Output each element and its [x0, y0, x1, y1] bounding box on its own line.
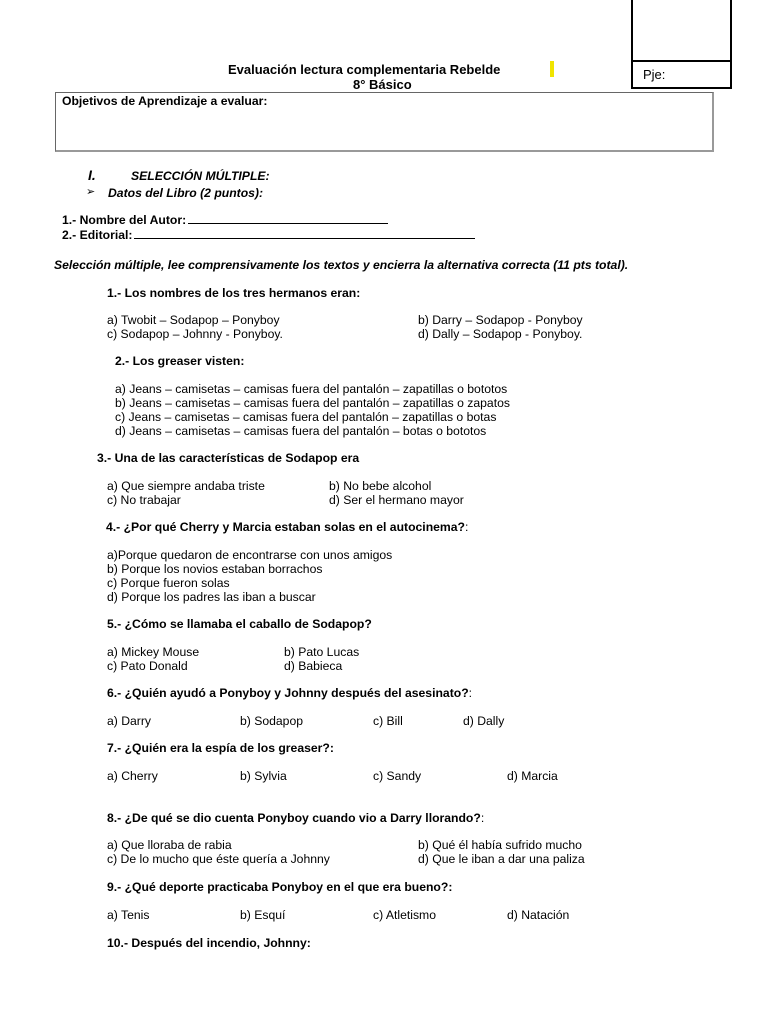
option-4b[interactable]: b) Porque los novios estaban borrachos — [107, 562, 323, 576]
option-9d[interactable]: d) Natación — [507, 908, 570, 922]
question-5: 5.- ¿Cómo se llamaba el caballo de Sodapop? — [107, 617, 372, 631]
text-cursor-mark — [550, 61, 554, 77]
option-3b[interactable]: b) No bebe alcohol — [329, 479, 432, 493]
score-label: Pje: — [643, 67, 666, 82]
question-4-colon: : — [464, 520, 469, 534]
option-3d[interactable]: d) Ser el hermano mayor — [329, 493, 464, 507]
option-8d[interactable]: d) Que le iban a dar una paliza — [418, 852, 585, 866]
objectives-box[interactable] — [55, 92, 714, 152]
publisher-field[interactable] — [62, 228, 475, 242]
option-8c[interactable]: c) De lo mucho que éste quería a Johnny — [107, 852, 330, 866]
option-1c[interactable]: c) Sodapop – Johnny - Ponyboy. — [107, 327, 283, 341]
section-number: I. — [88, 167, 96, 183]
question-8-colon: : — [480, 811, 485, 825]
score-box-divider — [633, 60, 730, 62]
option-3a[interactable]: a) Que siempre andaba triste — [107, 479, 265, 493]
section-title: SELECCIÓN MÚLTIPLE: — [131, 169, 270, 183]
option-9a[interactable]: a) Tenis — [107, 908, 150, 922]
option-5a[interactable]: a) Mickey Mouse — [107, 645, 200, 659]
question-1: 1.- Los nombres de los tres hermanos eran: — [107, 286, 361, 300]
score-box — [631, 0, 732, 89]
option-8a[interactable]: a) Que lloraba de rabia — [107, 838, 232, 852]
bullet-arrow-icon: ➢ — [86, 186, 96, 198]
question-6 — [107, 686, 472, 700]
question-2: 2.- Los greaser visten: — [115, 354, 245, 368]
option-1d[interactable]: d) Dally – Sodapop - Ponyboy. — [418, 327, 583, 341]
option-1a[interactable]: a) Twobit – Sodapop – Ponyboy — [107, 313, 280, 327]
question-4-text: 4.- ¿Por qué Cherry y Marcia estaban solas en el autocinema? — [106, 520, 465, 534]
option-5b[interactable]: b) Pato Lucas — [284, 645, 360, 659]
option-6d[interactable]: d) Dally — [463, 714, 505, 728]
option-4c[interactable]: c) Porque fueron solas — [107, 576, 230, 590]
option-9c[interactable]: c) Atletismo — [373, 908, 436, 922]
publisher-field-label: 2.- Editorial: — [62, 228, 133, 242]
option-4a[interactable]: a)Porque quedaron de encontrarse con unos amigos — [107, 548, 393, 562]
document-title: Evaluación lectura complementaria Rebelde — [228, 62, 501, 77]
option-2c[interactable]: c) Jeans – camisetas – camisas fuera del pantalón – zapatillas o botas — [115, 410, 497, 424]
question-6-colon: : — [468, 686, 473, 700]
question-9: 9.- ¿Qué deporte practicaba Ponyboy en el que era bueno?: — [107, 880, 453, 894]
option-7b[interactable]: b) Sylvia — [240, 769, 287, 783]
question-10: 10.- Después del incendio, Johnny: — [107, 936, 311, 950]
option-3c[interactable]: c) No trabajar — [107, 493, 181, 507]
option-2d[interactable]: d) Jeans – camisetas – camisas fuera del pantalón – botas o bototos — [115, 424, 487, 438]
question-3: 3.- Una de las características de Sodapop era — [97, 451, 360, 465]
question-6-text: 6.- ¿Quién ayudó a Ponyboy y Johnny después del asesinato? — [107, 686, 469, 700]
option-1b[interactable]: b) Darry – Sodapop - Ponyboy — [418, 313, 583, 327]
question-8-text: 8.- ¿De qué se dio cuenta Ponyboy cuando vio a Darry llorando? — [107, 811, 481, 825]
document-subtitle: 8° Básico — [353, 77, 412, 92]
question-7: 7.- ¿Quién era la espía de los greaser?: — [107, 741, 334, 755]
option-6a[interactable]: a) Darry — [107, 714, 152, 728]
author-field[interactable] — [62, 213, 388, 227]
option-5c[interactable]: c) Pato Donald — [107, 659, 188, 673]
publisher-blank-line[interactable] — [134, 237, 475, 239]
instructions-text: Selección múltiple, lee comprensivamente los textos y encierra la alternativa correcta (11 pts total). — [54, 258, 629, 272]
option-8b[interactable]: b) Qué él había sufrido mucho — [418, 838, 582, 852]
option-7c[interactable]: c) Sandy — [373, 769, 422, 783]
question-8 — [107, 811, 484, 825]
option-7a[interactable]: a) Cherry — [107, 769, 158, 783]
option-2b[interactable]: b) Jeans – camisetas – camisas fuera del pantalón – zapatillas o zapatos — [115, 396, 510, 410]
book-data-subtitle: Datos del Libro (2 puntos): — [108, 186, 264, 200]
author-field-label: 1.- Nombre del Autor: — [62, 213, 187, 227]
option-4d[interactable]: d) Porque los padres las iban a buscar — [107, 590, 316, 604]
option-6c[interactable]: c) Bill — [373, 714, 403, 728]
author-blank-line[interactable] — [188, 222, 388, 224]
option-7d[interactable]: d) Marcia — [507, 769, 558, 783]
option-2a[interactable]: a) Jeans – camisetas – camisas fuera del pantalón – zapatillas o bototos — [115, 382, 508, 396]
option-5d[interactable]: d) Babieca — [284, 659, 343, 673]
objectives-label: Objetivos de Aprendizaje a evaluar: — [62, 94, 268, 108]
option-9b[interactable]: b) Esquí — [240, 908, 286, 922]
question-4 — [106, 520, 468, 534]
option-6b[interactable]: b) Sodapop — [240, 714, 304, 728]
